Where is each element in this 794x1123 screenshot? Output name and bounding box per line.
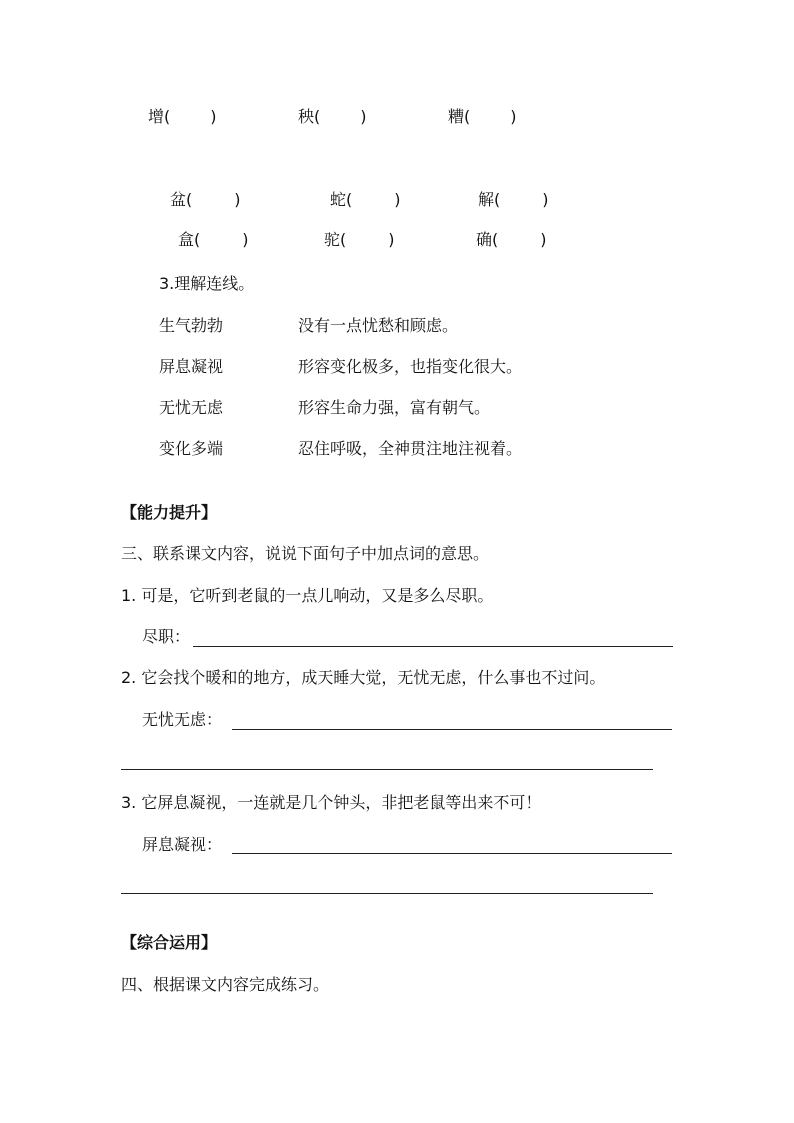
match-left-item[interactable]: 无忧无虑 (159, 398, 224, 417)
paren-open: ( (340, 230, 347, 249)
char-item (478, 190, 549, 210)
paren-close: ) (542, 190, 549, 209)
char: 驼 (324, 230, 341, 249)
char-item (148, 107, 217, 127)
integrated-heading: 【综合运用】 (121, 933, 218, 952)
char: 蛇 (330, 190, 347, 209)
match-right-item[interactable]: 没有一点忧愁和顾虑。 (298, 316, 459, 335)
match-right-item[interactable]: 忍住呼吸，全神贯注地注视着。 (298, 439, 523, 458)
char: 解 (478, 190, 495, 209)
question-sentence: 3. 它屏息凝视，一连就是几个钟头，非把老鼠等出来不可！ (121, 793, 542, 812)
ability-heading: 【能力提升】 (121, 503, 218, 522)
char: 秧 (298, 107, 315, 126)
char-item (330, 190, 401, 210)
char-item (476, 230, 547, 250)
paren-close: ) (510, 107, 517, 126)
paren-close: ) (360, 107, 367, 126)
answer-line[interactable] (121, 769, 653, 770)
char-item (448, 107, 517, 127)
question3-intro: 三、联系课文内容，说说下面句子中加点词的意思。 (121, 544, 490, 563)
char: 确 (476, 230, 493, 249)
answer-line[interactable] (232, 853, 672, 854)
paren-open: ( (314, 107, 321, 126)
paren-open: ( (194, 230, 201, 249)
question-sentence: 1. 可是，它听到老鼠的一点儿响动，又是多么尽职。 (121, 586, 494, 605)
match-left-item[interactable]: 生气勃勃 (159, 316, 224, 335)
char: 糟 (448, 107, 465, 126)
question4-intro: 四、根据课文内容完成练习。 (121, 975, 330, 994)
char-item (178, 230, 249, 250)
section3-title: 3.理解连线。 (159, 274, 255, 293)
paren-close: ) (210, 107, 217, 126)
paren-open: ( (492, 230, 499, 249)
char: 增 (148, 107, 165, 126)
char: 盆 (170, 190, 187, 209)
paren-open: ( (346, 190, 353, 209)
match-left-item[interactable]: 变化多端 (159, 439, 224, 458)
answer-line[interactable] (232, 729, 672, 730)
answer-line[interactable] (121, 893, 653, 894)
question-sentence: 2. 它会找个暖和的地方，成天睡大觉，无忧无虑，什么事也不过问。 (121, 668, 606, 687)
match-right-item[interactable]: 形容变化极多，也指变化很大。 (298, 357, 523, 376)
answer-label: 无忧无虑： (142, 710, 223, 729)
paren-open: ( (164, 107, 171, 126)
paren-close: ) (394, 190, 401, 209)
paren-open: ( (464, 107, 471, 126)
paren-open: ( (494, 190, 501, 209)
paren-close: ) (388, 230, 395, 249)
paren-open: ( (186, 190, 193, 209)
answer-label: 屏息凝视： (142, 835, 223, 854)
answer-line[interactable] (193, 646, 673, 647)
char-item (170, 190, 241, 210)
match-left-item[interactable]: 屏息凝视 (159, 357, 224, 376)
paren-close: ) (540, 230, 547, 249)
char-item (298, 107, 367, 127)
paren-close: ) (234, 190, 241, 209)
answer-label: 尽职： (142, 627, 191, 646)
paren-close: ) (242, 230, 249, 249)
match-right-item[interactable]: 形容生命力强，富有朝气。 (298, 398, 491, 417)
char-item (324, 230, 395, 250)
char: 盒 (178, 230, 195, 249)
